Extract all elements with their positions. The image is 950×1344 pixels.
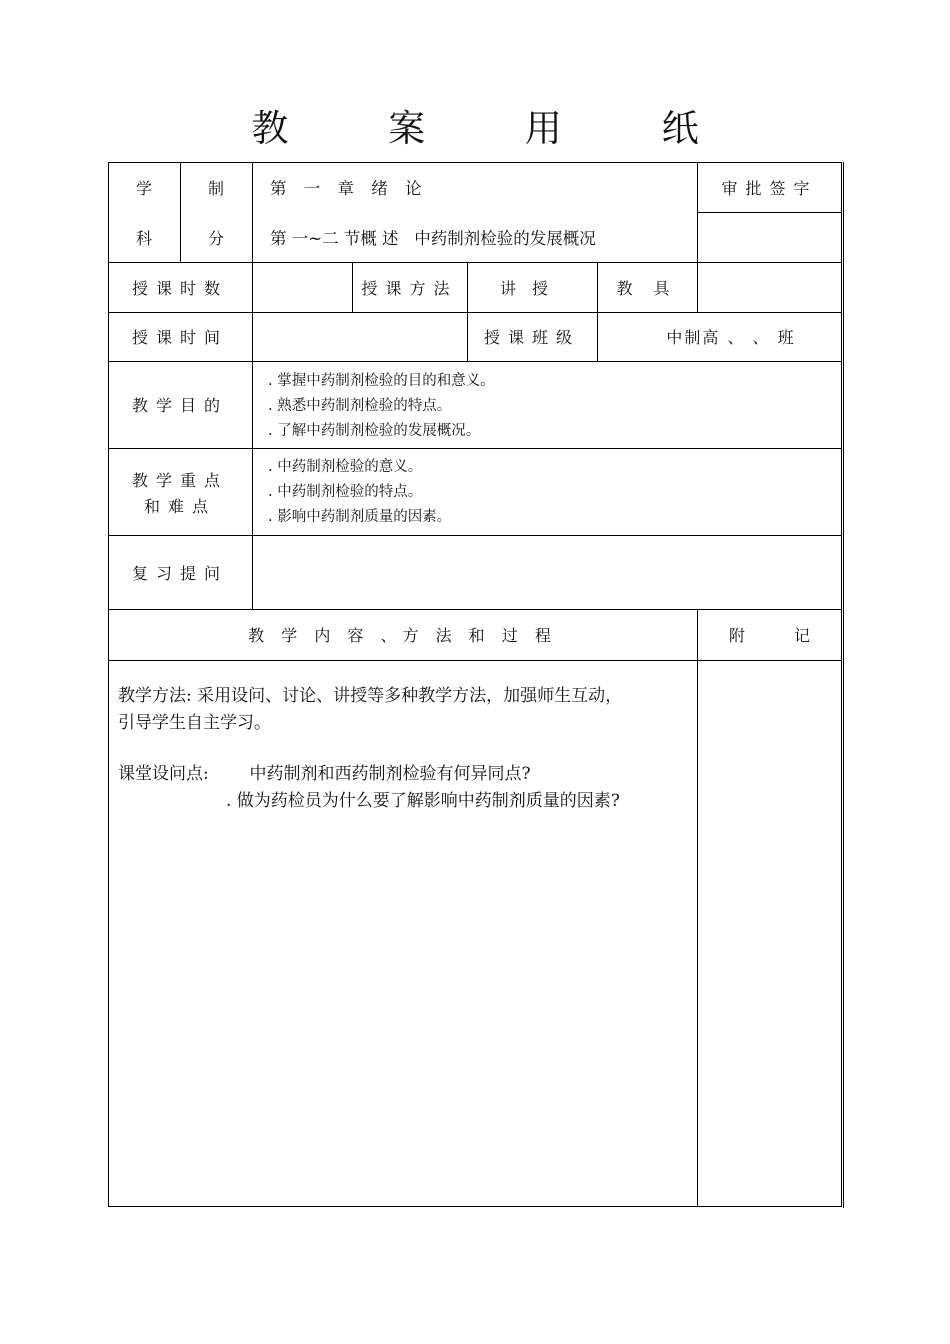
class-label: 授课班级 bbox=[483, 328, 580, 347]
review-value bbox=[252, 535, 842, 609]
content-body bbox=[118, 683, 693, 815]
chapter-line: 第 一 章 绪 论 bbox=[270, 179, 428, 198]
subject-label-top: 学 bbox=[135, 178, 152, 198]
approval-label: 审批签字 bbox=[721, 178, 818, 198]
subject-label-bottom: 科 bbox=[135, 228, 152, 248]
tools-value bbox=[697, 262, 842, 312]
key-points-label-bottom: 和难点 bbox=[143, 496, 216, 516]
list-item: . 熟悉中药制剂检验的特点。 bbox=[268, 398, 452, 414]
section-line: 第 一~二 节概 述 中药制剂检验的发展概况 bbox=[270, 229, 596, 248]
system-label-top: 制 bbox=[207, 178, 224, 198]
objectives-label: 教学目的 bbox=[131, 396, 228, 415]
question-item: 中药制剂和西药制剂检验有何异同点? bbox=[249, 764, 531, 784]
question-item: . 做为药检员为什么要了解影响中药制剂质量的因素? bbox=[226, 791, 620, 811]
page-title: 教 案 用 纸 bbox=[251, 107, 743, 150]
method-label: 授课方法 bbox=[361, 278, 458, 298]
list-item: . 了解中药制剂检验的发展概况。 bbox=[268, 423, 481, 439]
question-label: 课堂设问点: bbox=[118, 764, 209, 784]
class-value: 中制高 、 、 班 bbox=[666, 328, 796, 347]
method-value: 讲授 bbox=[499, 278, 564, 298]
time-label: 授课时间 bbox=[131, 328, 228, 347]
approval-value bbox=[697, 212, 842, 262]
list-item: . 中药制剂检验的特点。 bbox=[268, 484, 423, 500]
objectives-list bbox=[268, 369, 495, 444]
table-border-double bbox=[843, 162, 844, 1208]
list-item: . 影响中药制剂质量的因素。 bbox=[268, 509, 452, 525]
hours-label: 授课时数 bbox=[131, 278, 228, 298]
key-points-label-top: 教学重点 bbox=[131, 470, 228, 490]
teaching-method-line-1: 教学方法: 采用设问、讨论、讲授等多种教学方法，加强师生互动， bbox=[118, 686, 623, 706]
system-label-bottom: 分 bbox=[207, 228, 224, 248]
grid-line bbox=[108, 660, 842, 661]
hours-value bbox=[252, 262, 352, 312]
list-item: . 掌握中药制剂检验的目的和意义。 bbox=[268, 373, 495, 389]
notes-header-label: 附 记 bbox=[728, 626, 833, 645]
teaching-method-line-2: 引导学生自主学习。 bbox=[118, 713, 271, 733]
key-points-list bbox=[268, 455, 451, 530]
tools-label: 教 具 bbox=[616, 278, 678, 298]
list-item: . 中药制剂检验的意义。 bbox=[268, 459, 423, 475]
grid-line bbox=[697, 609, 698, 1207]
review-label: 复习提问 bbox=[131, 563, 228, 583]
grid-line bbox=[108, 448, 842, 449]
content-header-label: 教 学 内 容 、方 法 和 过 程 bbox=[248, 626, 557, 645]
time-value bbox=[252, 312, 467, 361]
